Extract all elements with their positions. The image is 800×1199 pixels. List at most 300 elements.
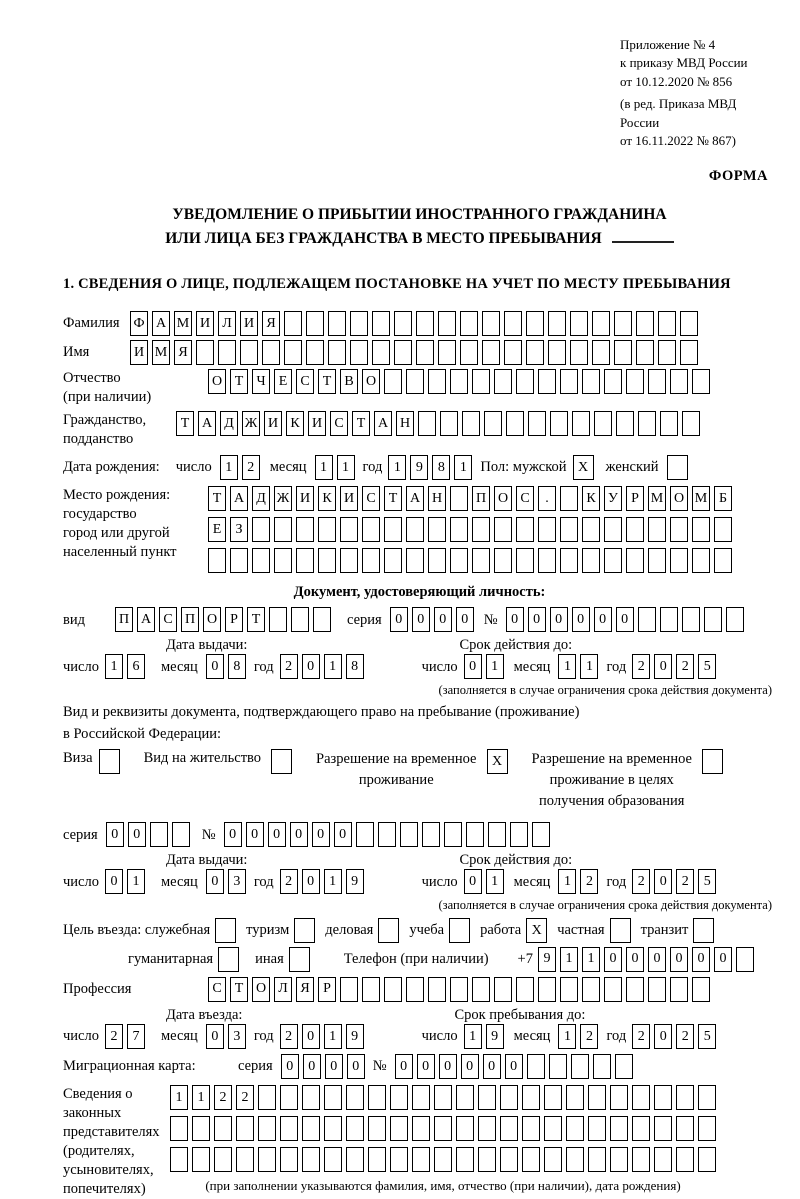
char-cell[interactable] [434,1147,452,1172]
char-cell[interactable] [538,369,556,394]
char-cell[interactable] [350,311,368,336]
char-cell[interactable] [258,1147,276,1172]
char-cell[interactable]: . [538,486,556,511]
char-cell[interactable]: 2 [676,654,694,679]
char-cell[interactable] [192,1147,210,1172]
char-cell[interactable] [604,548,622,573]
char-cell[interactable]: И [130,340,148,365]
char-cell[interactable] [592,311,610,336]
char-cell[interactable]: 2 [632,654,650,679]
char-cell[interactable] [571,1054,589,1079]
char-cell[interactable] [632,1147,650,1172]
char-cell[interactable] [510,822,528,847]
char-cell[interactable]: 1 [220,455,238,480]
char-cell[interactable] [394,340,412,365]
char-cell[interactable]: 1 [580,654,598,679]
char-cell[interactable] [626,517,644,542]
char-cell[interactable] [328,340,346,365]
char-cell[interactable]: И [240,311,258,336]
char-cell[interactable] [588,1147,606,1172]
char-cell[interactable]: 2 [242,455,260,480]
char-cell[interactable]: 9 [538,947,556,972]
char-cell[interactable] [680,311,698,336]
char-cell[interactable] [604,369,622,394]
char-cell[interactable]: 5 [698,1024,716,1049]
purpose-study-checkbox[interactable] [449,918,470,943]
char-cell[interactable] [593,1054,611,1079]
char-cell[interactable]: 5 [698,654,716,679]
char-cell[interactable]: Н [428,486,446,511]
char-cell[interactable]: С [516,486,534,511]
char-cell[interactable]: 0 [412,607,430,632]
char-cell[interactable]: 1 [127,869,145,894]
char-cell[interactable]: 0 [434,607,452,632]
char-cell[interactable] [390,1085,408,1110]
char-cell[interactable] [692,517,710,542]
char-cell[interactable] [372,340,390,365]
char-cell[interactable]: Ж [242,411,260,436]
char-cell[interactable]: И [308,411,326,436]
char-cell[interactable] [528,411,546,436]
char-cell[interactable] [582,369,600,394]
char-cell[interactable]: 0 [714,947,732,972]
char-cell[interactable]: Н [396,411,414,436]
char-cell[interactable] [658,311,676,336]
char-cell[interactable]: 0 [654,654,672,679]
char-cell[interactable] [406,517,424,542]
char-cell[interactable]: 9 [346,869,364,894]
char-cell[interactable] [274,517,292,542]
char-cell[interactable]: Д [252,486,270,511]
char-cell[interactable] [522,1147,540,1172]
char-cell[interactable] [306,340,324,365]
char-cell[interactable]: 2 [632,869,650,894]
char-cell[interactable]: Т [208,486,226,511]
purpose-official-checkbox[interactable] [215,918,236,943]
char-cell[interactable] [698,1147,716,1172]
char-cell[interactable]: Д [220,411,238,436]
char-cell[interactable]: 0 [246,822,264,847]
char-cell[interactable] [170,1116,188,1141]
char-cell[interactable] [313,607,331,632]
char-cell[interactable]: А [230,486,248,511]
char-cell[interactable] [648,977,666,1002]
char-cell[interactable]: 0 [390,607,408,632]
char-cell[interactable]: А [198,411,216,436]
char-cell[interactable] [698,1085,716,1110]
char-cell[interactable] [488,822,506,847]
char-cell[interactable] [566,1147,584,1172]
char-cell[interactable] [318,548,336,573]
char-cell[interactable] [478,1116,496,1141]
char-cell[interactable]: 3 [228,1024,246,1049]
char-cell[interactable]: И [340,486,358,511]
char-cell[interactable] [614,340,632,365]
char-cell[interactable]: П [181,607,199,632]
char-cell[interactable] [538,977,556,1002]
char-cell[interactable] [362,517,380,542]
char-cell[interactable]: 9 [410,455,428,480]
char-cell[interactable] [306,311,324,336]
char-cell[interactable]: 0 [692,947,710,972]
char-cell[interactable] [390,1116,408,1141]
char-cell[interactable]: Л [274,977,292,1002]
char-cell[interactable]: У [604,486,622,511]
char-cell[interactable]: 0 [268,822,286,847]
char-cell[interactable]: 0 [206,654,224,679]
char-cell[interactable] [527,1054,545,1079]
char-cell[interactable] [615,1054,633,1079]
char-cell[interactable] [582,548,600,573]
char-cell[interactable] [296,548,314,573]
char-cell[interactable] [566,1116,584,1141]
char-cell[interactable]: Е [208,517,226,542]
char-cell[interactable] [484,411,502,436]
char-cell[interactable]: 3 [228,869,246,894]
char-cell[interactable]: 0 [616,607,634,632]
char-cell[interactable]: 0 [464,654,482,679]
purpose-private-checkbox[interactable] [610,918,631,943]
char-cell[interactable] [362,977,380,1002]
char-cell[interactable]: З [230,517,248,542]
char-cell[interactable] [466,822,484,847]
char-cell[interactable]: 2 [632,1024,650,1049]
char-cell[interactable] [240,340,258,365]
char-cell[interactable] [670,517,688,542]
char-cell[interactable] [291,607,309,632]
char-cell[interactable] [258,1085,276,1110]
char-cell[interactable] [516,548,534,573]
char-cell[interactable] [428,517,446,542]
char-cell[interactable] [368,1116,386,1141]
char-cell[interactable] [462,411,480,436]
char-cell[interactable] [150,822,168,847]
temp-residence-checkbox[interactable]: X [487,749,508,774]
char-cell[interactable]: А [406,486,424,511]
char-cell[interactable]: 2 [676,1024,694,1049]
char-cell[interactable] [516,517,534,542]
char-cell[interactable] [636,340,654,365]
char-cell[interactable] [482,311,500,336]
char-cell[interactable] [566,1085,584,1110]
char-cell[interactable] [346,1085,364,1110]
char-cell[interactable]: М [692,486,710,511]
char-cell[interactable] [340,548,358,573]
char-cell[interactable]: Т [247,607,265,632]
char-cell[interactable] [372,311,390,336]
char-cell[interactable]: 1 [324,869,342,894]
char-cell[interactable]: 0 [626,947,644,972]
char-cell[interactable] [368,1085,386,1110]
char-cell[interactable]: 1 [558,654,576,679]
char-cell[interactable] [538,517,556,542]
char-cell[interactable]: О [494,486,512,511]
char-cell[interactable]: 2 [676,869,694,894]
char-cell[interactable] [356,822,374,847]
visa-checkbox[interactable] [99,749,120,774]
char-cell[interactable]: 1 [105,654,123,679]
char-cell[interactable] [172,822,190,847]
char-cell[interactable] [614,311,632,336]
char-cell[interactable]: Ф [130,311,148,336]
char-cell[interactable] [460,311,478,336]
char-cell[interactable] [570,340,588,365]
char-cell[interactable] [284,311,302,336]
char-cell[interactable] [368,1147,386,1172]
char-cell[interactable] [548,340,566,365]
char-cell[interactable]: 2 [105,1024,123,1049]
char-cell[interactable] [676,1147,694,1172]
char-cell[interactable]: 0 [483,1054,501,1079]
char-cell[interactable] [560,369,578,394]
char-cell[interactable]: 1 [464,1024,482,1049]
char-cell[interactable] [638,411,656,436]
char-cell[interactable] [302,1147,320,1172]
char-cell[interactable] [550,411,568,436]
char-cell[interactable]: 2 [280,654,298,679]
char-cell[interactable] [736,947,754,972]
char-cell[interactable]: С [159,607,177,632]
char-cell[interactable]: 1 [315,455,333,480]
char-cell[interactable] [362,548,380,573]
char-cell[interactable] [726,607,744,632]
char-cell[interactable]: Т [318,369,336,394]
char-cell[interactable] [252,517,270,542]
char-cell[interactable] [280,1085,298,1110]
purpose-transit-checkbox[interactable] [693,918,714,943]
char-cell[interactable]: О [670,486,688,511]
char-cell[interactable]: И [196,311,214,336]
char-cell[interactable] [196,340,214,365]
char-cell[interactable] [406,369,424,394]
char-cell[interactable] [632,1116,650,1141]
char-cell[interactable] [324,1147,342,1172]
char-cell[interactable]: 8 [432,455,450,480]
char-cell[interactable]: Ж [274,486,292,511]
char-cell[interactable] [236,1147,254,1172]
char-cell[interactable]: С [362,486,380,511]
char-cell[interactable]: 2 [280,869,298,894]
char-cell[interactable]: 0 [325,1054,343,1079]
char-cell[interactable]: И [264,411,282,436]
char-cell[interactable] [692,369,710,394]
char-cell[interactable] [340,517,358,542]
char-cell[interactable] [582,977,600,1002]
char-cell[interactable]: Т [176,411,194,436]
char-cell[interactable] [450,486,468,511]
char-cell[interactable] [450,369,468,394]
char-cell[interactable] [714,517,732,542]
char-cell[interactable]: 5 [698,869,716,894]
char-cell[interactable]: 0 [550,607,568,632]
char-cell[interactable]: 0 [312,822,330,847]
char-cell[interactable]: 0 [572,607,590,632]
char-cell[interactable] [538,548,556,573]
char-cell[interactable] [406,548,424,573]
char-cell[interactable] [616,411,634,436]
char-cell[interactable] [208,548,226,573]
char-cell[interactable] [670,548,688,573]
char-cell[interactable] [680,340,698,365]
char-cell[interactable]: К [582,486,600,511]
char-cell[interactable]: 0 [128,822,146,847]
char-cell[interactable] [472,977,490,1002]
char-cell[interactable] [504,311,522,336]
char-cell[interactable] [428,548,446,573]
char-cell[interactable] [284,340,302,365]
char-cell[interactable] [192,1116,210,1141]
char-cell[interactable]: М [152,340,170,365]
char-cell[interactable]: 1 [558,869,576,894]
char-cell[interactable] [280,1116,298,1141]
char-cell[interactable]: 1 [337,455,355,480]
char-cell[interactable] [692,548,710,573]
char-cell[interactable] [262,340,280,365]
char-cell[interactable]: О [362,369,380,394]
char-cell[interactable] [346,1147,364,1172]
char-cell[interactable]: 0 [106,822,124,847]
char-cell[interactable] [500,1147,518,1172]
char-cell[interactable] [704,607,722,632]
char-cell[interactable]: Р [626,486,644,511]
char-cell[interactable]: 0 [281,1054,299,1079]
char-cell[interactable]: 0 [505,1054,523,1079]
char-cell[interactable] [438,311,456,336]
char-cell[interactable] [610,1147,628,1172]
char-cell[interactable] [660,411,678,436]
char-cell[interactable] [648,517,666,542]
char-cell[interactable] [544,1147,562,1172]
residence-permit-checkbox[interactable] [271,749,292,774]
char-cell[interactable]: 0 [464,869,482,894]
char-cell[interactable] [676,1085,694,1110]
char-cell[interactable] [400,822,418,847]
char-cell[interactable] [526,311,544,336]
char-cell[interactable]: 2 [214,1085,232,1110]
char-cell[interactable] [604,977,622,1002]
char-cell[interactable]: Т [384,486,402,511]
char-cell[interactable]: В [340,369,358,394]
char-cell[interactable]: Р [318,977,336,1002]
char-cell[interactable]: Я [174,340,192,365]
char-cell[interactable] [384,977,402,1002]
char-cell[interactable]: 0 [648,947,666,972]
char-cell[interactable]: 1 [486,869,504,894]
char-cell[interactable] [506,411,524,436]
char-cell[interactable]: Я [296,977,314,1002]
char-cell[interactable]: 0 [302,1024,320,1049]
char-cell[interactable] [324,1116,342,1141]
char-cell[interactable] [416,340,434,365]
char-cell[interactable]: 1 [454,455,472,480]
char-cell[interactable] [230,548,248,573]
char-cell[interactable] [450,517,468,542]
char-cell[interactable] [418,411,436,436]
char-cell[interactable] [714,548,732,573]
char-cell[interactable] [500,1085,518,1110]
char-cell[interactable] [280,1147,298,1172]
char-cell[interactable]: 0 [506,607,524,632]
char-cell[interactable] [390,1147,408,1172]
char-cell[interactable] [456,1085,474,1110]
char-cell[interactable] [444,822,462,847]
char-cell[interactable]: 8 [346,654,364,679]
char-cell[interactable] [384,548,402,573]
char-cell[interactable] [450,977,468,1002]
char-cell[interactable]: 1 [170,1085,188,1110]
char-cell[interactable]: 6 [127,654,145,679]
char-cell[interactable]: 0 [456,607,474,632]
char-cell[interactable] [504,340,522,365]
char-cell[interactable]: О [252,977,270,1002]
char-cell[interactable]: 0 [303,1054,321,1079]
char-cell[interactable] [544,1116,562,1141]
char-cell[interactable]: С [330,411,348,436]
char-cell[interactable] [588,1085,606,1110]
char-cell[interactable] [544,1085,562,1110]
char-cell[interactable] [478,1085,496,1110]
char-cell[interactable] [302,1085,320,1110]
char-cell[interactable]: 1 [560,947,578,972]
purpose-tourism-checkbox[interactable] [294,918,315,943]
char-cell[interactable] [582,517,600,542]
char-cell[interactable]: 1 [558,1024,576,1049]
char-cell[interactable] [412,1085,430,1110]
char-cell[interactable]: С [296,369,314,394]
char-cell[interactable] [412,1116,430,1141]
char-cell[interactable]: 0 [594,607,612,632]
char-cell[interactable] [328,311,346,336]
char-cell[interactable]: 0 [654,869,672,894]
char-cell[interactable] [626,548,644,573]
char-cell[interactable] [324,1085,342,1110]
char-cell[interactable] [522,1116,540,1141]
char-cell[interactable] [416,311,434,336]
char-cell[interactable] [258,1116,276,1141]
char-cell[interactable]: 1 [324,1024,342,1049]
char-cell[interactable] [252,548,270,573]
char-cell[interactable] [434,1116,452,1141]
char-cell[interactable]: 0 [302,654,320,679]
char-cell[interactable]: Я [262,311,280,336]
char-cell[interactable]: 0 [528,607,546,632]
char-cell[interactable] [658,340,676,365]
char-cell[interactable] [522,1085,540,1110]
char-cell[interactable] [214,1147,232,1172]
char-cell[interactable] [654,1147,672,1172]
char-cell[interactable] [384,517,402,542]
char-cell[interactable] [592,340,610,365]
char-cell[interactable]: Т [352,411,370,436]
char-cell[interactable] [170,1147,188,1172]
char-cell[interactable]: О [203,607,221,632]
char-cell[interactable] [548,311,566,336]
char-cell[interactable]: Е [274,369,292,394]
char-cell[interactable] [604,517,622,542]
char-cell[interactable]: 1 [388,455,406,480]
char-cell[interactable]: 0 [290,822,308,847]
char-cell[interactable]: Л [218,311,236,336]
char-cell[interactable] [236,1116,254,1141]
sex-female-checkbox[interactable] [667,455,688,480]
char-cell[interactable] [478,1147,496,1172]
char-cell[interactable]: 9 [486,1024,504,1049]
char-cell[interactable] [384,369,402,394]
char-cell[interactable]: 2 [280,1024,298,1049]
char-cell[interactable]: 0 [439,1054,457,1079]
char-cell[interactable] [494,517,512,542]
char-cell[interactable] [269,607,287,632]
